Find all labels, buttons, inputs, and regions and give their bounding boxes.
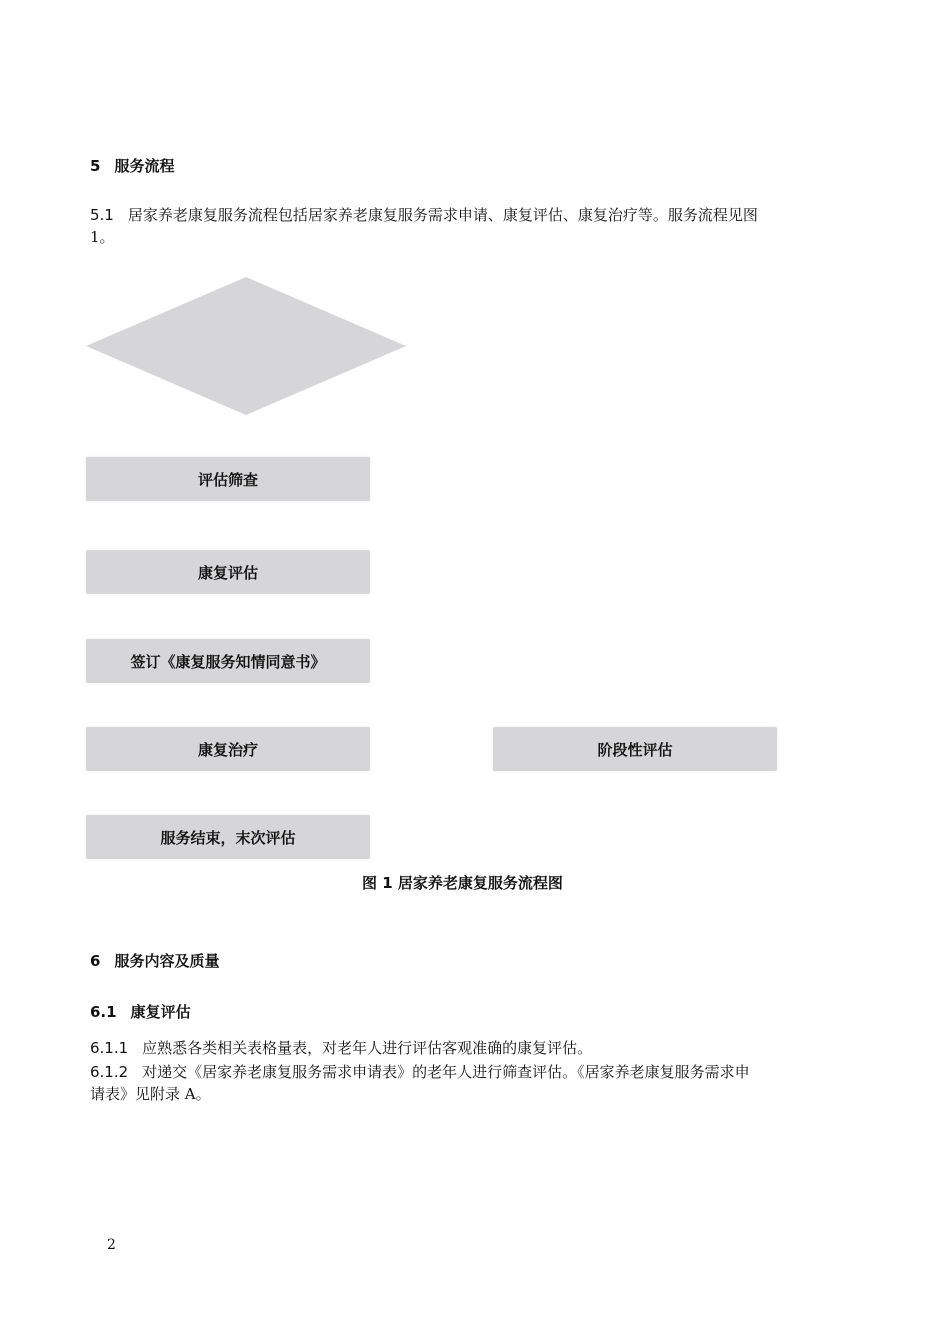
- flow-step-consent-label: 签订《康复服务知情同意书》: [130, 652, 326, 671]
- section-5-heading: [90, 155, 174, 176]
- flow-step-periodic-assessment: [493, 727, 777, 771]
- flow-step-rehab-assessment: [86, 550, 370, 594]
- flow-step-screening-label: 评估筛查: [197, 470, 258, 489]
- flow-step-consent: [86, 639, 370, 683]
- clause-6-1-2: [90, 1061, 860, 1105]
- flow-step-service-end-label: 服务结束，末次评估: [160, 828, 296, 847]
- flow-step-screening: [86, 457, 370, 501]
- clause-6-1-2-number: 6.1.2: [90, 1063, 129, 1081]
- flow-step-treatment-label: 康复治疗: [197, 740, 258, 759]
- section-5-title: 服务流程: [114, 157, 175, 175]
- clause-5-1-text-line1: 居家养老康复服务流程包括居家养老康复服务需求申请、康复评估、康复治疗等。服务流程见图: [127, 206, 758, 224]
- clause-6-1-1-number: 6.1.1: [90, 1039, 129, 1057]
- flow-step-service-end: [86, 815, 370, 859]
- flow-step-periodic-assessment-label: 阶段性评估: [597, 740, 673, 759]
- clause-6-1-2-text-line1: 对递交《居家养老康复服务需求申请表》的老年人进行筛查评估。《居家养老康复服务需求申: [142, 1063, 750, 1081]
- subsection-6-1-heading: [90, 1001, 191, 1022]
- section-6-number: 6: [90, 952, 101, 970]
- section-6-heading: [90, 950, 219, 971]
- section-6-title: 服务内容及质量: [114, 952, 220, 970]
- clause-6-1-1-text: 应熟悉各类相关表格量表，对老年人进行评估客观准确的康复评估。: [142, 1039, 593, 1057]
- page-number: 2: [107, 1237, 116, 1253]
- figure-caption: 图 1 居家养老康复服务流程图: [362, 874, 563, 892]
- flow-step-treatment: [86, 727, 370, 771]
- clause-6-1-1: [90, 1037, 860, 1059]
- diamond-shape: [86, 277, 406, 415]
- clause-5-1: [90, 204, 860, 248]
- clause-5-1-number: 5.1: [90, 206, 114, 224]
- clause-5-1-text-line2: 1。: [90, 228, 115, 246]
- subsection-6-1-title: 康复评估: [130, 1003, 191, 1021]
- section-5-number: 5: [90, 157, 101, 175]
- clause-6-1-2-text-line2: 请表》见附录 A。: [90, 1085, 211, 1103]
- flow-step-rehab-assessment-label: 康复评估: [197, 563, 258, 582]
- subsection-6-1-number: 6.1: [90, 1003, 117, 1021]
- flowchart-start-diamond: [86, 277, 406, 415]
